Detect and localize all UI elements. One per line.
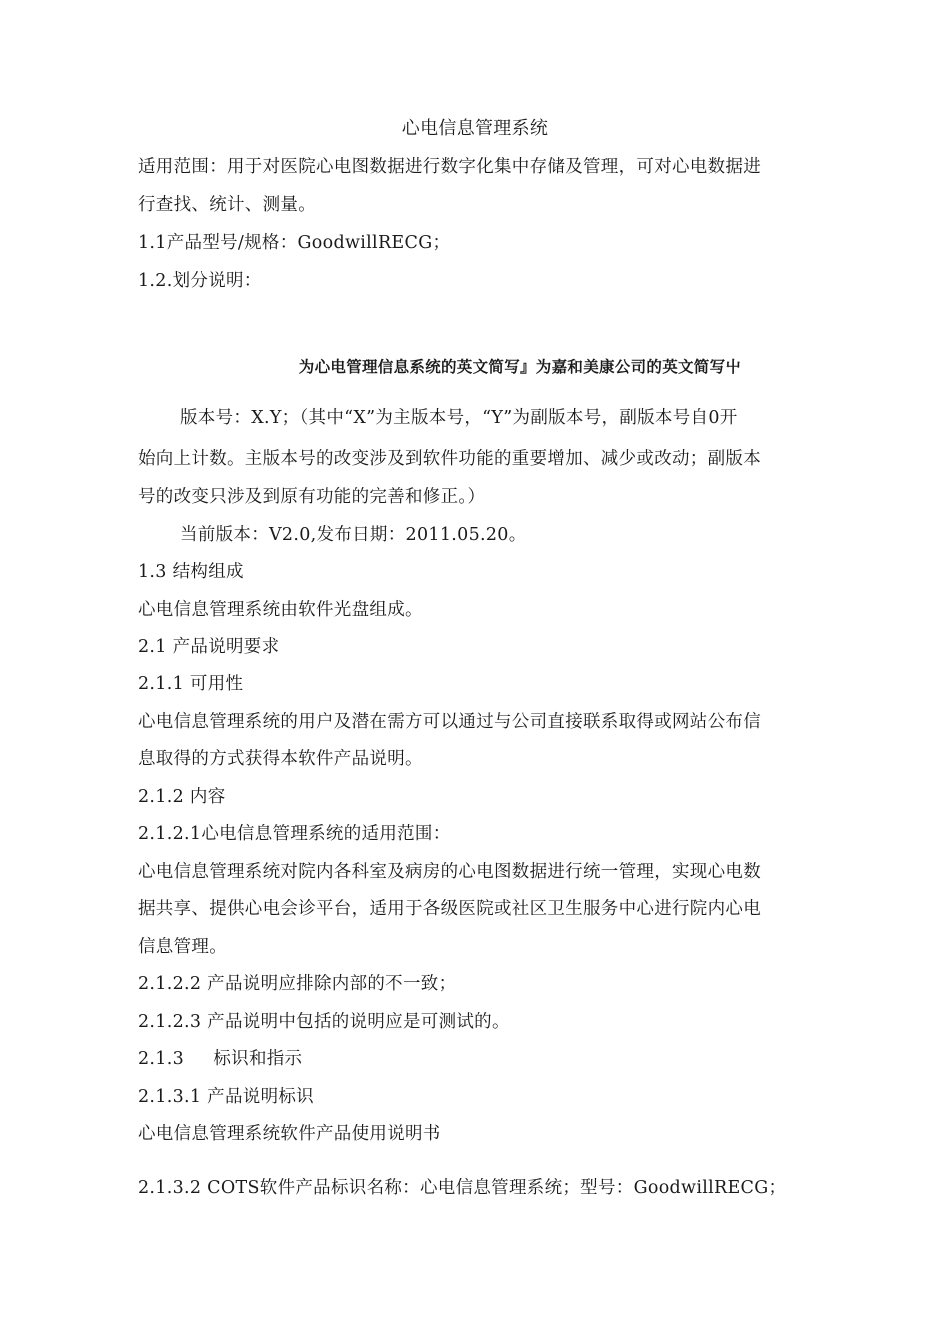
section-2-1-3-2: 2.1.3.2 COTS软件产品标识名称：心电信息管理系统；型号：GoodwillRECG；: [138, 1178, 787, 1198]
section-1-2: 1.2.划分说明：: [138, 271, 262, 291]
section-2-1: 2.1 产品说明要求: [138, 637, 280, 657]
document-title: 心电信息管理系统: [401, 118, 549, 139]
structure-text: 心电信息管理系统由软件光盘组成。: [138, 600, 423, 620]
section-2-1-1: 2.1.1 可用性: [138, 674, 244, 694]
usability-line-2: 息取得的方式获得本软件产品说明。: [138, 749, 423, 769]
current-version: 当前版本：V2.0,发布日期：2011.05.20。: [180, 525, 527, 545]
scope-line-2: 行查找、统计、测量。: [138, 195, 316, 215]
scope-line-1: 适用范围：用于对医院心电图数据进行数字化集中存储及管理，可对心电数据进: [138, 157, 761, 177]
section-2-1-2-2: 2.1.2.2 产品说明应排除内部的不一致；: [138, 974, 457, 994]
section-2-1-2: 2.1.2 内容: [138, 787, 226, 807]
section-1-1: 1.1产品型号/规格：GoodwillRECG；: [138, 233, 451, 253]
version-line-1: 版本号：X.Y；（其中“X”为主版本号，“Y”为副版本号，副版本号自0开: [180, 408, 738, 428]
naming-note: 为心电管理信息系统的英文简写』为嘉和美康公司的英文简写屮: [298, 358, 742, 376]
section-1-3: 1.3 结构组成: [138, 562, 244, 582]
manual-title: 心电信息管理系统软件产品使用说明书: [138, 1124, 441, 1144]
version-line-2: 始向上计数。主版本号的改变涉及到软件功能的重要增加、减少或改动；副版本: [138, 449, 761, 469]
section-2-1-3-1: 2.1.3.1 产品说明标识: [138, 1087, 314, 1107]
scope-detail-line-1: 心电信息管理系统对院内各科室及病房的心电图数据进行统一管理，实现心电数: [138, 862, 761, 882]
version-line-3: 号的改变只涉及到原有功能的完善和修正。）: [138, 487, 486, 507]
scope-detail-line-2: 据共享、提供心电会诊平台，适用于各级医院或社区卫生服务中心进行院内心电: [138, 899, 761, 919]
section-2-1-3: 2.1.3 标识和指示: [138, 1049, 303, 1069]
usability-line-1: 心电信息管理系统的用户及潜在需方可以通过与公司直接联系取得或网站公布信: [138, 712, 761, 732]
scope-detail-line-3: 信息管理。: [138, 937, 227, 957]
section-2-1-2-3: 2.1.2.3 产品说明中包括的说明应是可测试的。: [138, 1012, 510, 1032]
section-2-1-2-1: 2.1.2.1心电信息管理系统的适用范围：: [138, 824, 451, 844]
